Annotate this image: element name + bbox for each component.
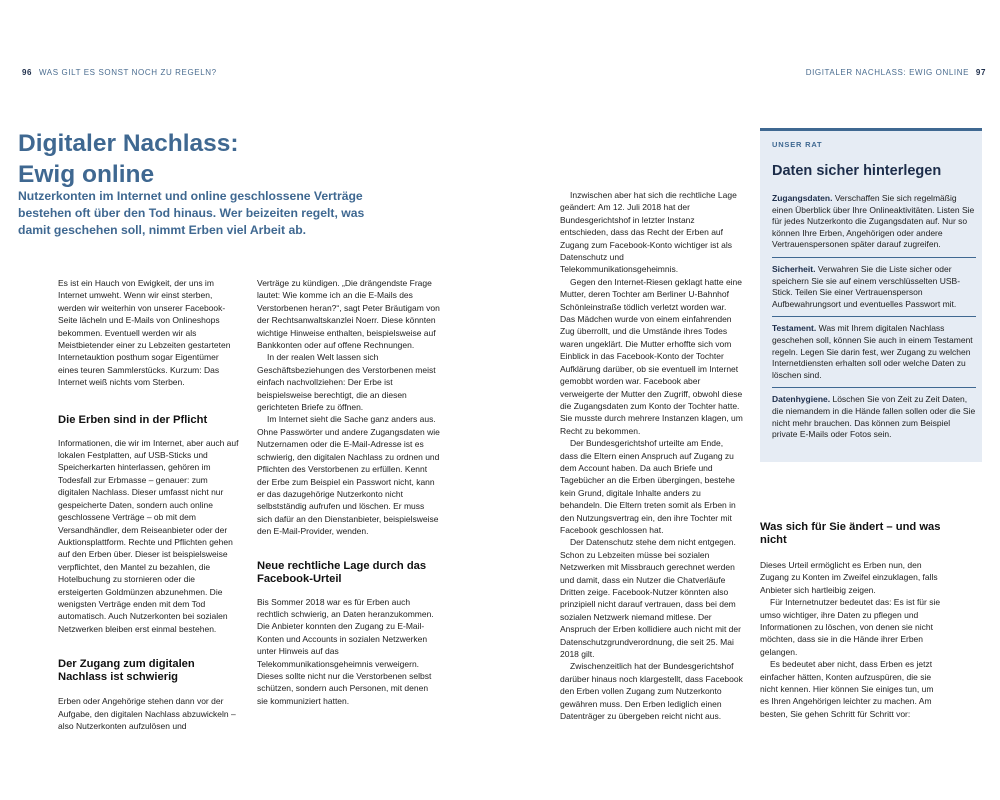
col4-heading: Was sich für Sie ändert – und was nicht <box>760 521 941 546</box>
col1-paragraph: Es ist ein Hauch von Ewigkeit, der uns im Internet umweht. Wenn wir einst sterben, werden wir weiterhin von unserer Facebook-Seite lächeln und E-Mails von Onlineshops bekommen. Eventuell werden wir als Meistbietender einer zu Lebzeiten gestarteten Internetauktion posthum sogar Eigentümer eines teuren Sammlerstücks. Kurzum: Das Internet weiß nichts vom Sterben. <box>58 278 231 388</box>
col1-paragraph: Informationen, die wir im Internet, aber auch auf lokalen Festplatten, auf USB-Sticks und Speicherkarten hinterlassen, gehören im Todesfall zur Erbmasse – genauer: zum digitalen Nachlass. Dieser umfasst nicht nur gespeicherte Daten, sondern auch online geschlossene Verträge – ob mit dem Versandhändler, dem Reiseanbieter oder der Auktionsplattform. Rechte und Pflichten gehen auf den Erben über. Dieser ist beispielsweise verpflichtet, den Mantel zu bezahlen, die Hotelbuchung zu stornieren oder die ersteigerten Goldmünzen abzunehmen. Die wenigsten Verträge enden mit dem Tod automatisch. Auch Nutzerkonten bei sozialen Netzwerken bleiben erst einmal bestehen. <box>58 437 239 634</box>
col2-heading: Neue rechtliche Lage durch das Facebook-Urteil <box>257 559 427 585</box>
advice-item-term: Testament. <box>772 323 817 334</box>
col3-paragraph: Inzwischen aber hat sich die rechtliche Lage geändert: Am 12. Juli 2018 hat der Bundesgerichtshof in letzter Instanz entschieden, dass das Recht der Erben auf Zugang zum Facebook-Konto wichtiger ist als Datenschutz und Telekommunikationsgeheimnis. <box>560 190 737 275</box>
advice-box-body <box>772 193 976 453</box>
article-title-line-2: Ewig online <box>18 161 155 188</box>
advice-item-text: Löschen Sie von Zeit zu Zeit Daten, die niemandem in die Hände fallen sollen oder die Sie nicht mehr brauchen. Das können zum Beispiel private E-Mails oder Fotos sein. <box>772 394 976 440</box>
article-lead: Nutzerkonten im Internet und online geschlossene Verträge bestehen oft über den Tod hinaus. Wer beizeiten regelt, was damit geschehen soll, nimmt Erben viel Arbeit ab. <box>18 189 365 237</box>
col1-heading: Die Erben sind in der Pflicht <box>58 413 208 426</box>
column-2 <box>257 277 440 707</box>
advice-box-heading: Daten sicher hinterlegen <box>772 163 942 179</box>
col2-paragraph: Verträge zu kündigen. „Die drängendste Frage lautet: Wie komme ich an die E-Mails des Verstorbenen heran?“, sagt Peter Bräutigam von der Rechtsanwaltskanzlei Noerr. Diese könnten wichtige Hinweise enthalten, beispielsweise auf Bankkonten oder auf offene Rechnungen. <box>257 278 440 351</box>
left-page-number: 96 <box>22 68 33 77</box>
advice-item-term: Datenhygiene. <box>772 394 831 405</box>
advice-item-text: Verwahren Sie die Liste sicher oder speichern Sie sie auf einem verschlüsselten USB-Stick. Teilen Sie einer Vertrauensperson Aufbewahrungsort und eventuelles Passwort mit. <box>772 263 961 309</box>
column-3 <box>560 189 743 722</box>
right-running-head <box>806 68 990 77</box>
col3-paragraph: Der Datenschutz stehe dem nicht entgegen. Schon zu Lebzeiten müsse bei sozialen Netzwerken mit Missbrauch gerechnet werden und damit, dass ein Nutzer die Chatverläufe Dritten zeige. Facebook-Nutzer könnten also prinzipiell nicht darauf vertrauen, dass bei dem sozialen Netzwerk niemand mitlese. Der Anspruch der Erben kollidiere auch nicht mit der Datenschutzgrundverordnung, die seit 25. Mai 2018 gilt. <box>560 537 741 660</box>
col2-paragraph: Im Internet sieht die Sache ganz anders aus. Ohne Passwörter und andere Zugangsdaten wie Nutzernamen oder die E-Mail-Adresse ist es schwierig, den digitalen Nachlass zu ordnen und Pflichten des Verstorbenen zu erfüllen. Kennt der Erbe zum Beispiel ein Passwort nicht, kann er das dazugehörige Nutzerkonto nicht selbstständig aufrufen und löschen. Er muss sich dafür an den Dienstanbieter, beispielsweise den E-Mail-Provider, wenden. <box>257 414 440 537</box>
article-title <box>18 128 348 190</box>
col3-paragraph: Der Bundesgerichtshof urteilte am Ende, dass die Eltern einen Anspruch auf Zugang zu dem Account haben. Da auch Briefe und Tagebücher an die Erben übergingen, bestehe kein Grund, digitale Inhalte anders zu behandeln. Die Eltern treten somit als Erben in den Nutzungsvertrag ein, den ihre Tochter mit Facebook geschlossen hat. <box>560 438 736 535</box>
advice-item <box>772 264 976 317</box>
advice-box-label: UNSER RAT <box>772 140 823 149</box>
advice-item <box>772 193 976 258</box>
advice-item <box>772 394 976 446</box>
right-running-title: DIGITALER NACHLASS: EWIG ONLINE <box>805 68 970 77</box>
col1-heading: Der Zugang zum digitalen Nachlass ist schwierig <box>58 658 195 684</box>
article-title-line-1: Digitaler Nachlass: <box>18 130 239 157</box>
col2-paragraph: Bis Sommer 2018 war es für Erben auch rechtlich schwierig, an Daten heranzukommen. Die Anbieter konnten den Zugang zu E-Mail-Konten und Accounts in sozialen Netzwerken unter Hinweis auf das Telekommunikationsgeheimnis verweigern. Dieses sollte nicht nur die Verstorbenen selbst schützen, sondern auch Personen, mit denen sie kommuniziert hatten. <box>257 596 434 706</box>
advice-item-term: Zugangsdaten. <box>772 193 833 203</box>
advice-item-text: Was mit Ihrem digitalen Nachlass geschehen soll, können Sie auch in einem Testament regeln. Legen Sie darin fest, wer Zugang zu welchen Internetdiensten erhalten soll oder welche Daten zu löschen sind. <box>772 323 973 380</box>
column-4 <box>760 521 943 720</box>
advice-item-term: Sicherheit. <box>772 263 816 274</box>
column-1 <box>58 277 241 732</box>
col4-paragraph: Dieses Urteil ermöglicht es Erben nun, den Zugang zu Konten im Zweifel einzuklagen, falls Anbieter sich hartleibig zeigen. <box>760 560 938 595</box>
advice-item-text: Verschaffen Sie sich regelmäßig einen Überblick über Ihre Onlineaktivitäten. Listen Sie für jedes Nutzerkonto die Zugangsdaten auf. Nur so können Ihre Erben, Angehörigen oder andere Vertrauenspersonen später darauf zugreifen. <box>772 193 975 250</box>
left-running-head <box>18 68 217 77</box>
left-running-title: WAS GILT ES SONST NOCH ZU REGELN? <box>38 68 217 77</box>
col1-paragraph: Erben oder Angehörige stehen dann vor der Aufgabe, den digitalen Nachlass abzuwickeln – also Nutzerkonten aufzulösen und <box>58 696 236 731</box>
col2-paragraph: In der realen Welt lassen sich Geschäftsbeziehungen des Verstorbenen meist einfach nachvollziehen: Der Erbe ist beispielsweise berechtigt, die an diesen gerichteten Briefe zu öffnen. <box>257 352 436 413</box>
col4-paragraph: Für Internetnutzer bedeutet das: Es ist für sie umso wichtiger, ihre Daten zu pflegen und Informationen zu löschen, von denen sie nicht möchten, dass sie in die Hände ihrer Erben gelangen. <box>760 597 941 657</box>
right-page-number: 97 <box>975 68 986 77</box>
advice-item <box>772 323 976 388</box>
col3-paragraph: Gegen den Internet-Riesen geklagt hatte eine Mutter, deren Tochter am Berliner U-Bahnhof Schönleinstraße tödlich verletzt worden war. Das Mädchen wurde von einem einfahrenden Zug überrollt, und die Umstände ihres Todes waren ungeklärt. Die Mutter erhoffte sich vom Einblick in das Facebook-Konto der Tochter Aufklärung darüber, ob sie eventuell im Internet gemobbt worden war. Facebook aber verweigerte der Mutter den Zugriff, obwohl diese die Zugangsdaten zum Konto der Tochter hatte. Sie musste durch mehrere Instanzen klagen, um Recht zu bekommen. <box>560 276 743 436</box>
col4-paragraph: Es bedeutet aber nicht, dass Erben es jetzt einfacher hätten, Konten aufzuspüren, die sie nicht kennen. Hier können Sie einiges tun, um es Ihren Angehörigen leichter zu machen. Am besten, Sie gehen Schritt für Schritt vor: <box>760 659 934 719</box>
advice-box <box>760 128 982 462</box>
col3-paragraph: Zwischenzeitlich hat der Bundesgerichtshof darüber hinaus noch klargestellt, dass Facebook den Erben vollen Zugang zum Nutzerkonto gewähren muss. Den Erben lediglich einen Datenträger zu übergeben reicht nicht aus. <box>560 661 743 722</box>
